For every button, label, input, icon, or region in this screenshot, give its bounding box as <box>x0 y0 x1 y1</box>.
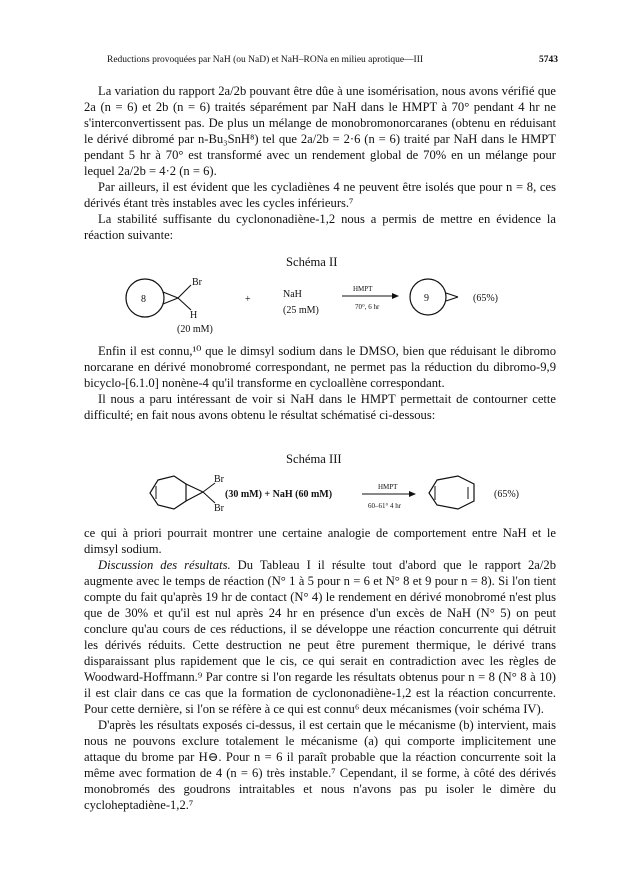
arrow-3-top: HMPT <box>378 483 398 491</box>
ring-8-label: 8 <box>141 294 146 305</box>
scheme-3-conditions: (30 mM) + NaH (60 mM) <box>225 489 333 500</box>
scheme-2-title: Schéma II <box>286 255 338 269</box>
substrate-conc: (20 mM) <box>177 324 213 335</box>
paragraph-isomerisation: La variation du rapport 2a/2b pouvant être dûe à une isomérisation, nous avons vérifié que 2a (n = 6) et 2b (n = 6) traités séparément par NaH dans le HMPT à 70° pendant 4 hr ne s'interconvertissent pas. De plus un mélange de monobromonorcaranes (obtenu en réduisant le dérivé dibromé par n-Bu₃SnH⁸) tel que 2a/2b = 2·6 (n = 6) traité par NaH dans le HMPT pendant 5 hr à 70° est transformé avec un rendement global de 70% en un mélange pour lequel 2a/2b = 4·2 (n = 6). <box>84 84 556 178</box>
discussion-text: Du Tableau I il résulte tout d'abord que le rapport 2a/2b augmente avec le temps de réaction (N° 1 à 5 pour n = 6 et N° 8 et 9 pour n = 8). Si l'on tient compte du fait qu'après 19 hr de contact (N° 4) le rendement en dérivé monobromé n'est plus que de 30% et qu'il est nul après 24 hr en présence d'un excès de NaH (N° 5) on peut conclure qu'au cours de ces réductions, il se développe une réaction concurrente qui détruit les dérivés réduits. Cette destruction ne peut être purement thermique, le dérivé trans disparaissant plus rapidement que le cis, ce qui serait en contradiction avec les règles de Woodward-Hoffmann.⁹ Par contre si l'on regarde les résultats obtenus pour n = 8 (N° 8 à 10) il est clair dans ce cas que la formation de cyclononadiène-1,2 est la réaction concurrente. Pour cette dernière, si l'on se réfère à ce qui est connu⁶ deux mécanismes (voir schéma IV). <box>84 558 556 716</box>
reagent-conc: (25 mM) <box>283 305 319 316</box>
scheme-3-title: Schéma III <box>286 452 342 466</box>
br-bottom-label: Br <box>214 503 224 514</box>
br-label: Br <box>192 277 202 288</box>
paragraph-analogie: ce qui à priori pourrait montrer une certaine analogie de comportement entre NaH et le dimsyl sodium. <box>84 526 556 556</box>
discussion-heading: Discussion des résultats. <box>98 558 231 572</box>
br-bond-bottom <box>203 492 215 503</box>
cyclopropane-bond-bottom <box>186 492 203 501</box>
reagent-nah: NaH <box>283 289 302 300</box>
h-label: H <box>190 310 198 321</box>
yield-2: (65%) <box>473 293 498 304</box>
arrow-label-bottom: 70°, 6 hr <box>355 303 380 311</box>
arrow-label-top: HMPT <box>353 285 373 293</box>
cyclopropane-bond-top <box>186 484 203 492</box>
arrow-3-bottom: 60–61° 4 hr <box>368 502 402 510</box>
page-number: 5743 <box>539 55 558 65</box>
plus-sign: + <box>245 294 251 305</box>
paragraph-discussion <box>84 557 556 717</box>
ring-left-polygon <box>150 476 186 509</box>
paragraph-interessant: Il nous a paru intéressant de voir si NaH dans le HMPT permettait de contourner cette difficulté; en fait nous avons obtenu le résultat schématisé ci-dessous: <box>84 392 556 422</box>
br-top-label: Br <box>214 474 224 485</box>
ring-9-label: 9 <box>424 293 429 304</box>
running-title: Reductions provoquées par NaH (ou NaD) et NaH–RONa en milieu aprotique—III <box>107 55 424 65</box>
paragraph-dimsyl: Enfin il est connu,¹⁰ que le dimsyl sodium dans le DMSO, bien que réduisant le dibromo norcarane en dérivé monobromé correspondant, ne permet pas la réduction du dibromo-9,9 bicyclo-[6.1.0] nonène-4 qu'il transforme en cycloallène correspondant. <box>84 344 556 390</box>
paragraph-cycladienes: Par ailleurs, il est évident que les cycladiènes 4 ne peuvent être isolés que pour n = 8, ces dérivés étant très instables avec les cycles inférieurs.⁷ <box>84 180 556 210</box>
body-block-3 <box>84 525 556 813</box>
ring-right-polygon <box>429 476 474 509</box>
paragraph-mecanisme: D'après les résultats exposés ci-dessus, il est certain que le mécanisme (b) intervient, mais nous ne pouvons exclure totalement le mécanisme (a) qui comporte implicitement une attaque du brome par H⊖. Pour n = 6 il paraît probable que la réaction concurrente soit la même avec formation de 4 (n = 6) très instable.⁷ Cependant, il se forme, à côté des dérivés monobromés des goudrons intraitables et nous n'avons pas pu isoler le dimère du cycloheptadiène-1,2.⁷ <box>84 718 556 812</box>
reaction-arrowhead-3 <box>409 491 416 497</box>
yield-3: (65%) <box>494 489 519 500</box>
paragraph-stabilite: La stabilité suffisante du cyclononadiène-1,2 nous a permis de mettre en évidence la réaction suivante: <box>84 212 556 242</box>
